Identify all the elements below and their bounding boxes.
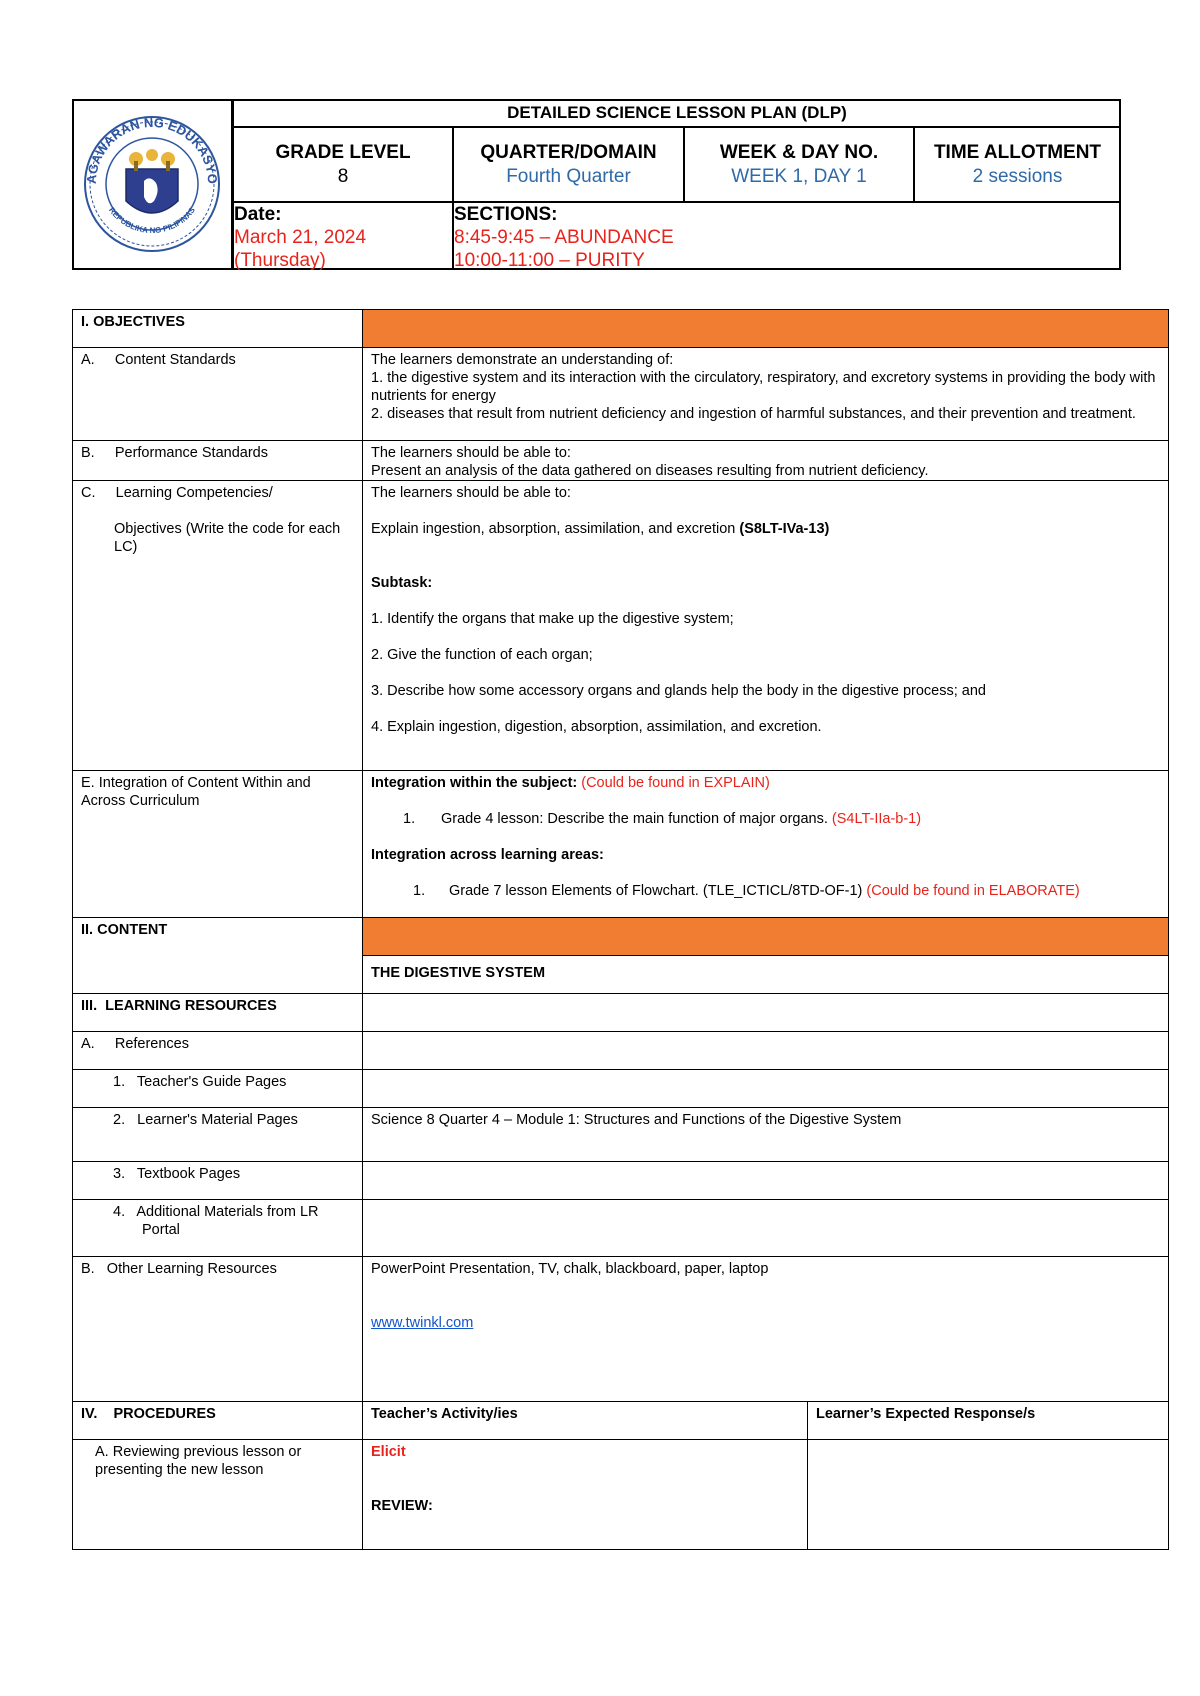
week-day-cell [684, 127, 914, 202]
learners-material-value: Science 8 Quarter 4 – Module 1: Structures and Functions of the Digestive System [363, 1108, 1169, 1162]
objectives-heading-bar [363, 310, 1169, 348]
within-item-num: 1. [403, 811, 416, 827]
subtask-item: 2. Give the function of each organ; [371, 647, 593, 663]
twinkl-link[interactable]: www.twinkl.com [371, 1315, 474, 1331]
section-abundance: 8:45-9:45 – ABUNDANCE [454, 227, 674, 248]
other-resources-cell [363, 1257, 1169, 1402]
grade-level-label: GRADE LEVEL [275, 142, 411, 163]
time-allotment-value: 2 sessions [972, 166, 1063, 187]
resources-heading-value [363, 994, 1169, 1032]
within-item [371, 810, 1160, 828]
additional-materials-value [363, 1200, 1169, 1257]
references-value [363, 1032, 1169, 1070]
content-heading-bar [363, 918, 1169, 956]
subtask-item: 4. Explain ingestion, digestion, absorption, assimilation, and excretion. [371, 719, 822, 735]
within-item-text: Grade 4 lesson: Describe the main function of major organs. [441, 811, 832, 827]
teacher-activity-cell [363, 1440, 808, 1550]
learners-material-label: 2. Learner's Material Pages [73, 1108, 363, 1162]
section-purity: 10:00-11:00 – PURITY [454, 250, 645, 271]
competencies-label: C. Learning Competencies/ [81, 485, 273, 501]
performance-standards-label: B. Performance Standards [73, 441, 363, 481]
grade-level-cell [233, 127, 453, 202]
integration-label: E. Integration of Content Within and Across Curriculum [73, 771, 363, 918]
reviewing-lesson-label: A. Reviewing previous lesson or presenting the new lesson [73, 1440, 363, 1550]
across-item-text: Grade 7 lesson Elements of Flowchart. (TLE_ICTICL/8TD-OF-1) [449, 883, 867, 899]
learner-response-header: Learner’s Expected Response/s [808, 1402, 1169, 1440]
svg-text:KAGAWARAN NG EDUKASYON: AGAWARAN NG EDUKASYO [83, 114, 221, 185]
resources-heading: III. LEARNING RESOURCES [73, 994, 363, 1032]
performance-standards-line: Present an analysis of the data gathered on diseases resulting from nutrient deficiency. [371, 463, 929, 479]
date-cell [233, 202, 453, 270]
lesson-plan-table [72, 309, 1169, 1550]
content-standards-line: 1. the digestive system and its interaction with the circulatory, respiratory, and excretory systems in providing the body with nutrients for energy [371, 370, 1156, 404]
competency-code: (S8LT-IVa-13) [739, 521, 830, 537]
date-value: March 21, 2024 [234, 227, 367, 248]
competencies-intro: The learners should be able to: [371, 485, 571, 501]
teacher-activity-header: Teacher’s Activity/ies [363, 1402, 808, 1440]
sections-cell [453, 202, 1121, 270]
across-item [371, 882, 1160, 900]
textbook-value [363, 1162, 1169, 1200]
competency-line [371, 520, 1160, 538]
learner-response-cell [808, 1440, 1169, 1550]
content-value: THE DIGESTIVE SYSTEM [363, 956, 1169, 994]
seal-icon [74, 101, 229, 264]
across-label: Integration across learning areas: [371, 847, 604, 863]
sections-label: SECTIONS: [454, 204, 558, 225]
svg-text:REPUBLIKA NG PILIPINAS: REPUBLIKA NG PILIPINAS [107, 205, 197, 236]
content-standards-label: A. Content Standards [73, 348, 363, 441]
across-item-num: 1. [413, 883, 426, 899]
date-label: Date: [234, 204, 282, 225]
performance-standards-line: The learners should be able to: [371, 445, 571, 461]
procedures-heading: IV. PROCEDURES [73, 1402, 363, 1440]
additional-materials-label-cell [73, 1200, 363, 1257]
grade-level-value: 8 [337, 166, 349, 187]
other-resources-value: PowerPoint Presentation, TV, chalk, blackboard, paper, laptop [371, 1261, 769, 1277]
content-heading: II. CONTENT [73, 918, 363, 994]
time-allotment-label: TIME ALLOTMENT [933, 142, 1102, 163]
subtask-item: 3. Describe how some accessory organs and glands help the body in the digestive process; and [371, 683, 986, 699]
deped-seal-logo [74, 101, 233, 268]
competency-text: Explain ingestion, absorption, assimilation, and excretion [371, 521, 740, 537]
subtask-item: 1. Identify the organs that make up the digestive system; [371, 611, 734, 627]
references-label: A. References [73, 1032, 363, 1070]
week-day-value: WEEK 1, DAY 1 [731, 166, 867, 187]
within-label: Integration within the subject: [371, 775, 582, 791]
across-item-note: (Could be found in ELABORATE) [866, 883, 1080, 899]
competencies-sublabel: Objectives (Write the code for each LC) [114, 521, 341, 555]
elicit-label: Elicit [371, 1444, 406, 1460]
subtask-label: Subtask: [371, 575, 433, 591]
content-standards-cell [363, 348, 1169, 441]
performance-standards-cell [363, 441, 1169, 481]
additional-materials-label: 4. Additional Materials from LR [113, 1204, 319, 1220]
within-item-code: (S4LT-IIa-b-1) [831, 811, 922, 827]
competencies-label-cell [73, 481, 363, 771]
within-note: (Could be found in EXPLAIN) [581, 775, 770, 791]
week-day-label: WEEK & DAY NO. [719, 142, 879, 163]
review-label: REVIEW: [371, 1498, 433, 1514]
document-title: DETAILED SCIENCE LESSON PLAN (DLP) [233, 99, 1121, 127]
additional-materials-label-2: Portal [142, 1222, 180, 1238]
other-resources-label: B. Other Learning Resources [73, 1257, 363, 1402]
quarter-value: Fourth Quarter [506, 166, 631, 187]
quarter-cell [453, 127, 684, 202]
objectives-heading: I. OBJECTIVES [73, 310, 363, 348]
content-standards-line: 2. diseases that result from nutrient deficiency and ingestion of harmful substances, and their prevention and treatment. [371, 406, 1136, 422]
teachers-guide-value [363, 1070, 1169, 1108]
teachers-guide-label: 1. Teacher's Guide Pages [73, 1070, 363, 1108]
date-day: (Thursday) [234, 250, 326, 271]
competencies-cell [363, 481, 1169, 771]
time-allotment-cell [914, 127, 1121, 202]
quarter-label: QUARTER/DOMAIN [480, 142, 657, 163]
content-standards-line: The learners demonstrate an understanding of: [371, 352, 674, 368]
textbook-label: 3. Textbook Pages [73, 1162, 363, 1200]
header-block [72, 99, 1121, 270]
integration-cell [363, 771, 1169, 918]
